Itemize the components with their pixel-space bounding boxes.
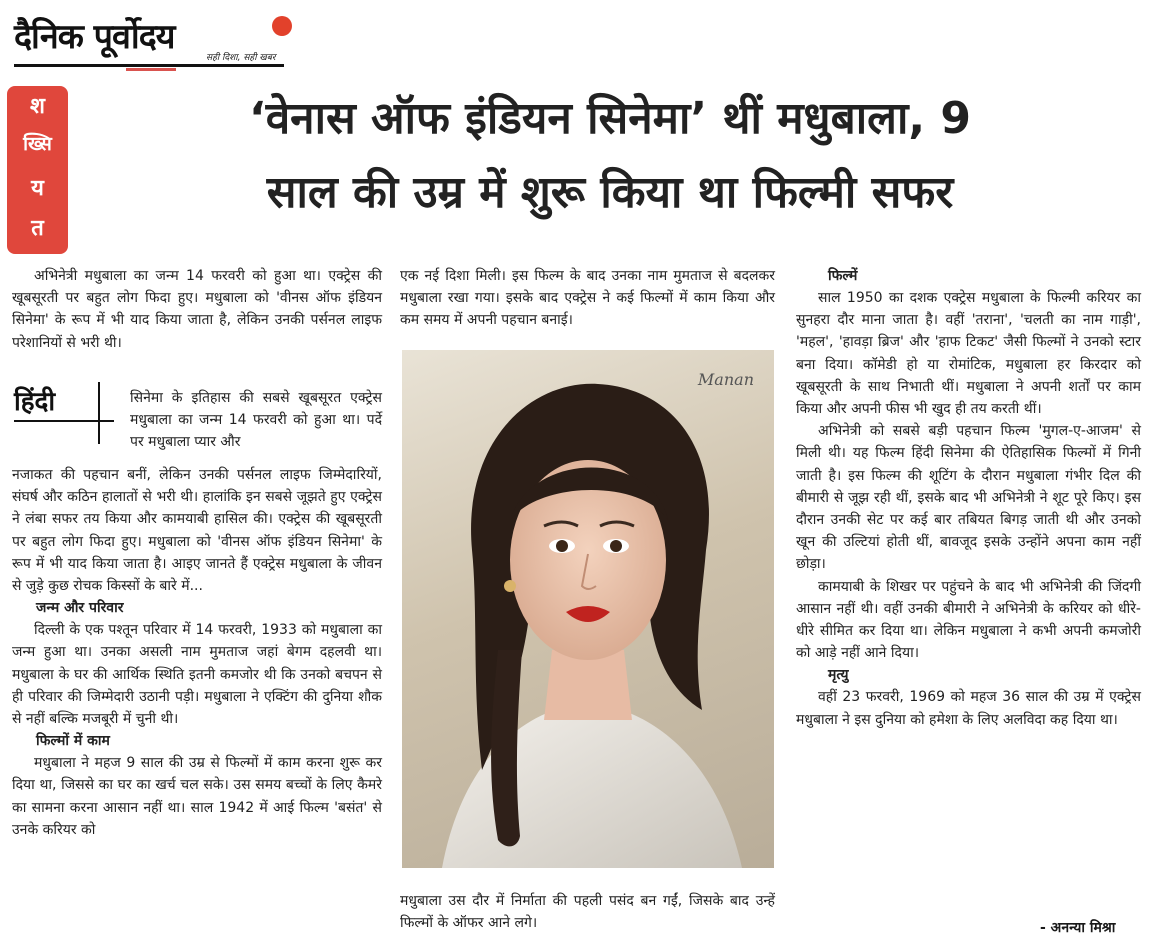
badge-char: ख्सि [23, 133, 52, 155]
photo-signature: Manan [697, 370, 754, 389]
section-tag-label: हिंदी [14, 387, 56, 417]
section-badge [7, 86, 68, 254]
masthead-title: दैनिक पूर्वोदय [14, 17, 175, 57]
subheading-films: फिल्में [828, 268, 858, 284]
success-paragraph: कामयाबी के शिखर पर पहुंचने के बाद भी अभिनेत्री की जिंदगी आसान नहीं थी। वहीं उनकी बीमारी ने अभिनेत्री के करियर को धीरे-धीरे सीमित कर दिया था। लेकिन मधुबाला ने कभी अपनी कमजोरी को आड़े नहीं आने दिया। [796, 578, 1141, 662]
lead-paragraph: सिनेमा के इतिहास की सबसे खूबसूरत एक्ट्रेस मधुबाला का जन्म 14 फरवरी को हुआ था। पर्दे पर मधुबाला प्यार और [130, 390, 382, 451]
masthead [14, 8, 284, 72]
subheading-birth-family: जन्म और परिवार [36, 600, 124, 617]
headline-line-1: ‘वेनास ऑफ इंडियन सिनेमा’ थीं मधुबाला, 9 [248, 93, 971, 144]
column-3 [796, 265, 1141, 731]
film-work-paragraph: मधुबाला ने महज 9 साल की उम्र से फिल्मों में काम करना शुरू कर दिया था, जिससे का घर का खर्च चल सके। उस समय बच्चों के लिए कैमरे का सामना करना आसान नहीं था। साल 1942 में आई फिल्म 'बसंत' से उनके करियर को [12, 755, 382, 838]
column-2-bottom-paragraph: मधुबाला उस दौर में निर्माता की पहली पसंद बन गईं, जिसके बाद उन्हें फिल्मों के ऑफर आने लगे। [400, 893, 775, 932]
headline-line-2: साल की उम्र में शुरू किया था फिल्मी सफर [266, 167, 954, 218]
badge-char: त [31, 216, 44, 241]
subheading-film-work: फिल्मों में काम [36, 733, 110, 750]
masthead-rule [14, 64, 284, 67]
column-1-body [12, 464, 382, 841]
lead-paragraph-start [130, 387, 382, 454]
portrait-photo [402, 350, 774, 868]
column-1-intro [12, 265, 382, 354]
column-2-top [400, 265, 775, 332]
intro-paragraph: अभिनेत्री मधुबाला का जन्म 14 फरवरी को हुआ था। एक्ट्रेस की खूबसूरती पर बहुत लोग फिदा हुए। मधुबाला को 'वीनस ऑफ इंडियन सिनेमा' के रूप में भी याद किया जाता है, लेकिन उनकी पर्सनल लाइफ परेशानियों से भरी थी। [12, 268, 382, 351]
subheading-death: मृत्यु [828, 667, 849, 684]
masthead-red-rule [126, 68, 176, 71]
portrait-illustration [402, 350, 774, 868]
headline [80, 82, 1140, 230]
section-tag-rule-vertical [98, 382, 100, 444]
author-byline: - अनन्या मिश्रा [1040, 920, 1116, 936]
column-2-bottom [400, 890, 775, 934]
death-paragraph: वहीं 23 फरवरी, 1969 को महज 36 साल की उम्र में एक्ट्रेस मधुबाला ने इस दुनिया को हमेशा के लिए अलविदा कह दिया था। [796, 689, 1141, 728]
section-tag [12, 380, 104, 448]
badge-char: श [30, 94, 45, 119]
masthead-tagline: सही दिशा, सही खबर [206, 53, 276, 63]
mughal-e-azam-paragraph: अभिनेत्री को सबसे बड़ी पहचान फिल्म 'मुगल-ए-आजम' से मिली थी। यह फिल्म हिंदी सिनेमा की ऐतिहासिक फिल्मों में गिनी जाती है। इस फिल्म की शूटिंग के दौरान मधुबाला गंभीर दिल की बीमारी से जूझ रही थीं, इसके बाद भी अभिनेत्री ने शूट पूरे किए। इस दौरान उनकी सेट पर कई बार तबियत बिगड़ जाती थी और उनको खून की उल्टियां होती थीं, बावजूद इसके उन्होंने अपना काम नहीं छोड़ा। [796, 423, 1141, 573]
films-paragraph: साल 1950 का दशक एक्ट्रेस मधुबाला के फिल्मी करियर का सुनहरा दौर माना जाता है। वहीं 'तराना', 'चलती का नाम गाड़ी', 'महल', 'हावड़ा ब्रिज' और 'हाफ टिकट' जैसी फिल्मों ने उनको स्टार बना दिया। कॉमेडी हो या रोमांटिक, मधुबाला हर किरदार को खूबसूरती के साथ निभाती थीं। मधुबाला ने अपनी शर्तों पर काम किया और अपनी फीस भी खुद ही तय करती थीं। [796, 290, 1141, 418]
section-tag-rule-horizontal [14, 420, 114, 422]
lead-paragraph-continued: नजाकत की पहचान बनीं, लेकिन उनकी पर्सनल लाइफ जिम्मेदारियों, संघर्ष और कठिन हालातों से भरी थी। हालांकि इन सबसे जूझते हुए एक्ट्रेस ने लंबा सफर तय किया और कामयाबी हासिल की। एक्ट्रेस की खूबसूरती पर बहुत लोग फिदा हुए। मधुबाला को 'वीनस ऑफ इंडियन सिनेमा' के रूप में भी याद किया जाता है। आइए जानते हैं एक्ट्रेस मधुबाला के जीवन से जुड़े कुछ रोचक किस्सों के बारे में... [12, 467, 382, 595]
birth-family-paragraph: दिल्ली के एक पश्तून परिवार में 14 फरवरी, 1933 को मधुबाला का जन्म हुआ था। उनका असली नाम मुमताज जहां बेगम दहलवी था। मधुबाला के घर की आर्थिक स्थिति इतनी कमजोर थी कि उनको बचपन से ही परिवार की जिम्मेदारी उठानी पड़ी। मधुबाला ने एक्टिंग की दुनिया शौक से नहीं बल्कि मजबूरी में चुनी थी। [12, 622, 382, 728]
masthead-dot [272, 16, 292, 36]
column-2-top-paragraph: एक नई दिशा मिली। इस फिल्म के बाद उनका नाम मुमताज से बदलकर मधुबाला रखा गया। इसके बाद एक्ट्रेस ने कई फिल्मों में काम किया और कम समय में अपनी पहचान बनाई। [400, 268, 775, 329]
badge-char: य [31, 176, 44, 201]
